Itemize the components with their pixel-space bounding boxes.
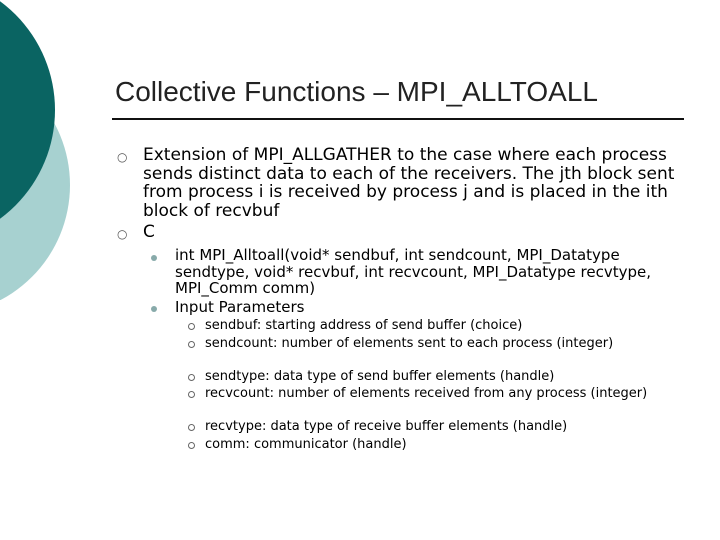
param-sendtype: sendtype: data type of send buffer elements (handle): [205, 369, 555, 384]
bullet-text-c: C: [143, 222, 155, 242]
sub-bullet-marker: [151, 306, 157, 312]
sub-sub-bullet-marker: [188, 391, 195, 398]
slide-title: Collective Functions – MPI_ALLTOALL: [115, 76, 598, 107]
sub-sub-bullet-marker: [188, 323, 195, 330]
decorative-circles: [0, 0, 120, 300]
param-recvtype: recvtype: data type of receive buffer elements (handle): [205, 419, 568, 434]
sub-sub-bullet-marker: [188, 442, 195, 449]
sub-bullet-signature: int MPI_Alltoall(void* sendbuf, int sendcount, MPI_Datatype sendtype, void* recvbuf, int recvcount, MPI_Datatype recvtype, MPI_Comm comm): [175, 246, 652, 297]
sub-sub-bullet-marker: [188, 341, 195, 348]
param-sendcount: sendcount: number of elements sent to each process (integer): [205, 336, 614, 351]
param-comm: comm: communicator (handle): [205, 437, 407, 452]
bullet-text-extension: Extension of MPI_ALLGATHER to the case where each process sends distinct data to each of the receivers. The jth block sent from process i is received by process j and is placed in the ith block of recvbuf: [143, 145, 675, 221]
bullet-marker: ○: [117, 150, 128, 164]
bullet-marker: ○: [117, 227, 128, 241]
sub-sub-bullet-marker: [188, 424, 195, 431]
sub-sub-bullet-marker: [188, 374, 195, 381]
param-recvcount: recvcount: number of elements received from any process (integer): [205, 386, 648, 401]
sub-bullet-input-params: Input Parameters: [175, 298, 305, 316]
title-divider: [112, 118, 684, 120]
sub-bullet-marker: [151, 255, 157, 261]
param-sendbuf: sendbuf: starting address of send buffer (choice): [205, 318, 523, 333]
